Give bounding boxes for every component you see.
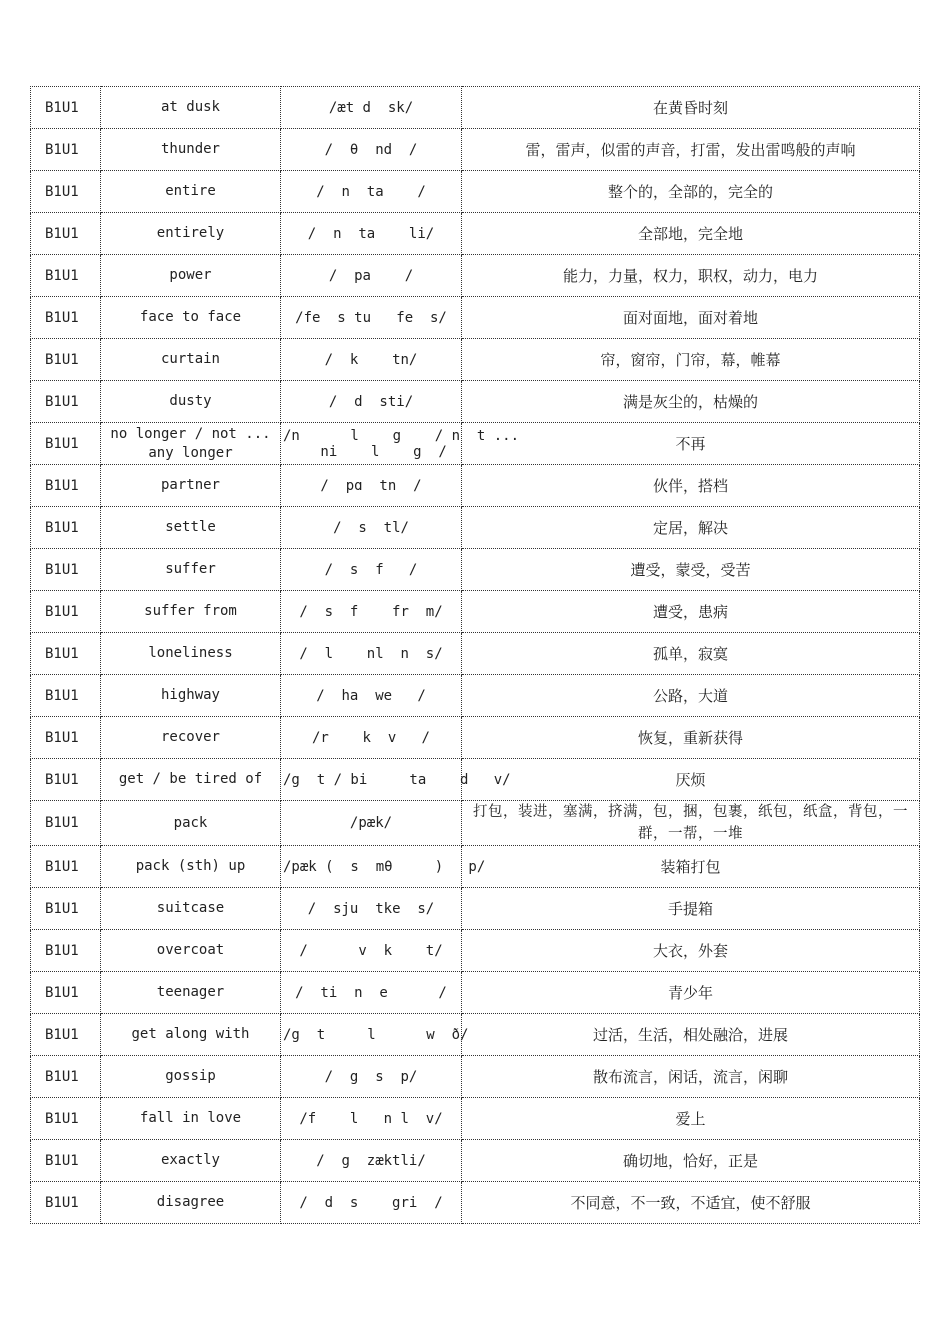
table-row: [31, 507, 920, 549]
table-row: [31, 255, 920, 297]
word-cell: gossip: [101, 1056, 281, 1098]
meaning-cell: 大衣，外套: [462, 930, 920, 972]
table-row: [31, 381, 920, 423]
phonetic-cell: / ha we /: [281, 675, 462, 717]
unit-cell: B1U1: [31, 213, 101, 255]
unit-cell: B1U1: [31, 255, 101, 297]
meaning-cell: 手提箱: [462, 888, 920, 930]
word-cell: get / be tired of: [101, 759, 281, 801]
table-row: [31, 213, 920, 255]
table-row: [31, 1098, 920, 1140]
meaning-cell: 过活，生活，相处融洽，进展: [462, 1014, 920, 1056]
table-row: [31, 1056, 920, 1098]
unit-cell: B1U1: [31, 1056, 101, 1098]
meaning-cell: 能力，力量，权力，职权，动力，电力: [462, 255, 920, 297]
word-cell: exactly: [101, 1140, 281, 1182]
unit-cell: B1U1: [31, 549, 101, 591]
phonetic-cell: / d sti/: [281, 381, 462, 423]
word-cell: no longer / not ... any longer: [101, 423, 281, 465]
phonetic-cell: / g s p/: [281, 1056, 462, 1098]
meaning-cell: 雷，雷声，似雷的声音，打雷，发出雷鸣般的声响: [462, 129, 920, 171]
unit-cell: B1U1: [31, 381, 101, 423]
unit-cell: B1U1: [31, 171, 101, 213]
table-row: [31, 801, 920, 846]
unit-cell: B1U1: [31, 846, 101, 888]
word-cell: entirely: [101, 213, 281, 255]
table-row: [31, 465, 920, 507]
phonetic-cell: / s f /: [281, 549, 462, 591]
meaning-cell: 装箱打包: [462, 846, 920, 888]
meaning-cell: 在黄昏时刻: [462, 87, 920, 129]
unit-cell: B1U1: [31, 1140, 101, 1182]
table-row: [31, 87, 920, 129]
unit-cell: B1U1: [31, 591, 101, 633]
vocabulary-table-body: [31, 87, 920, 1224]
word-cell: pack: [101, 801, 281, 846]
word-cell: get along with: [101, 1014, 281, 1056]
unit-cell: B1U1: [31, 339, 101, 381]
meaning-cell: 确切地，恰好，正是: [462, 1140, 920, 1182]
unit-cell: B1U1: [31, 675, 101, 717]
meaning-cell: 不再: [462, 423, 920, 465]
table-row: [31, 888, 920, 930]
word-cell: power: [101, 255, 281, 297]
table-row: [31, 846, 920, 888]
phonetic-cell: /pæk/: [281, 801, 462, 846]
phonetic-cell: /g t l w ð/: [281, 1014, 462, 1056]
phonetic-cell: /æt d sk/: [281, 87, 462, 129]
meaning-cell: 全部地，完全地: [462, 213, 920, 255]
word-cell: partner: [101, 465, 281, 507]
table-row: [31, 129, 920, 171]
word-cell: suitcase: [101, 888, 281, 930]
word-cell: thunder: [101, 129, 281, 171]
unit-cell: B1U1: [31, 888, 101, 930]
table-row: [31, 633, 920, 675]
word-cell: fall in love: [101, 1098, 281, 1140]
word-cell: teenager: [101, 972, 281, 1014]
word-cell: recover: [101, 717, 281, 759]
meaning-cell: 孤单，寂寞: [462, 633, 920, 675]
meaning-cell: 定居，解决: [462, 507, 920, 549]
vocabulary-table: [30, 86, 920, 1224]
word-cell: curtain: [101, 339, 281, 381]
meaning-cell: 恢复，重新获得: [462, 717, 920, 759]
phonetic-cell: / ti n e /: [281, 972, 462, 1014]
phonetic-cell: /fe s tu fe s/: [281, 297, 462, 339]
meaning-cell: 散布流言，闲话，流言，闲聊: [462, 1056, 920, 1098]
unit-cell: B1U1: [31, 87, 101, 129]
unit-cell: B1U1: [31, 633, 101, 675]
phonetic-cell: / g zæktli/: [281, 1140, 462, 1182]
meaning-cell: 遭受，患病: [462, 591, 920, 633]
word-cell: suffer from: [101, 591, 281, 633]
unit-cell: B1U1: [31, 297, 101, 339]
table-row: [31, 717, 920, 759]
meaning-cell: 不同意，不一致，不适宜，使不舒服: [462, 1182, 920, 1224]
phonetic-cell: / s f fr m/: [281, 591, 462, 633]
meaning-cell: 满是灰尘的，枯燥的: [462, 381, 920, 423]
word-cell: at dusk: [101, 87, 281, 129]
table-row: [31, 423, 920, 465]
table-row: [31, 1140, 920, 1182]
table-row: [31, 1182, 920, 1224]
unit-cell: B1U1: [31, 1182, 101, 1224]
word-cell: face to face: [101, 297, 281, 339]
meaning-cell: 青少年: [462, 972, 920, 1014]
phonetic-cell: / pa /: [281, 255, 462, 297]
unit-cell: B1U1: [31, 930, 101, 972]
unit-cell: B1U1: [31, 507, 101, 549]
meaning-cell: 帘，窗帘，门帘，幕，帷幕: [462, 339, 920, 381]
phonetic-cell: /g t / bi ta d v/: [281, 759, 462, 801]
meaning-cell: 厌烦: [462, 759, 920, 801]
phonetic-cell: / n ta li/: [281, 213, 462, 255]
word-cell: highway: [101, 675, 281, 717]
unit-cell: B1U1: [31, 759, 101, 801]
phonetic-cell: / v k t/: [281, 930, 462, 972]
table-row: [31, 972, 920, 1014]
meaning-cell: 爱上: [462, 1098, 920, 1140]
table-row: [31, 759, 920, 801]
word-cell: dusty: [101, 381, 281, 423]
phonetic-cell: / n ta /: [281, 171, 462, 213]
phonetic-cell: / θ nd /: [281, 129, 462, 171]
table-row: [31, 339, 920, 381]
meaning-cell: 打包，装进，塞满，挤满，包，捆，包裹，纸包，纸盒，背包，一群，一帮，一堆: [462, 801, 920, 846]
unit-cell: B1U1: [31, 972, 101, 1014]
phonetic-cell: / sju tke s/: [281, 888, 462, 930]
table-row: [31, 297, 920, 339]
meaning-cell: 伙伴，搭档: [462, 465, 920, 507]
phonetic-cell: / d s gri /: [281, 1182, 462, 1224]
unit-cell: B1U1: [31, 465, 101, 507]
word-cell: loneliness: [101, 633, 281, 675]
unit-cell: B1U1: [31, 129, 101, 171]
phonetic-cell: / pɑ tn /: [281, 465, 462, 507]
table-row: [31, 675, 920, 717]
word-cell: suffer: [101, 549, 281, 591]
meaning-cell: 公路，大道: [462, 675, 920, 717]
table-row: [31, 171, 920, 213]
phonetic-cell: /pæk ( s mθ ) p/: [281, 846, 462, 888]
phonetic-cell: / s tl/: [281, 507, 462, 549]
unit-cell: B1U1: [31, 1014, 101, 1056]
unit-cell: B1U1: [31, 1098, 101, 1140]
meaning-cell: 面对面地，面对着地: [462, 297, 920, 339]
table-row: [31, 549, 920, 591]
table-row: [31, 591, 920, 633]
unit-cell: B1U1: [31, 717, 101, 759]
meaning-cell: 整个的，全部的，完全的: [462, 171, 920, 213]
table-row: [31, 930, 920, 972]
word-cell: pack (sth) up: [101, 846, 281, 888]
unit-cell: B1U1: [31, 801, 101, 846]
unit-cell: B1U1: [31, 423, 101, 465]
word-cell: entire: [101, 171, 281, 213]
phonetic-cell: / l nl n s/: [281, 633, 462, 675]
table-row: [31, 1014, 920, 1056]
word-cell: settle: [101, 507, 281, 549]
meaning-cell: 遭受，蒙受，受苦: [462, 549, 920, 591]
phonetic-cell: / k tn/: [281, 339, 462, 381]
word-cell: disagree: [101, 1182, 281, 1224]
phonetic-cell: /n l g / n t ... ni l g /: [281, 423, 462, 465]
phonetic-cell: /r k v /: [281, 717, 462, 759]
word-cell: overcoat: [101, 930, 281, 972]
phonetic-cell: /f l n l v/: [281, 1098, 462, 1140]
